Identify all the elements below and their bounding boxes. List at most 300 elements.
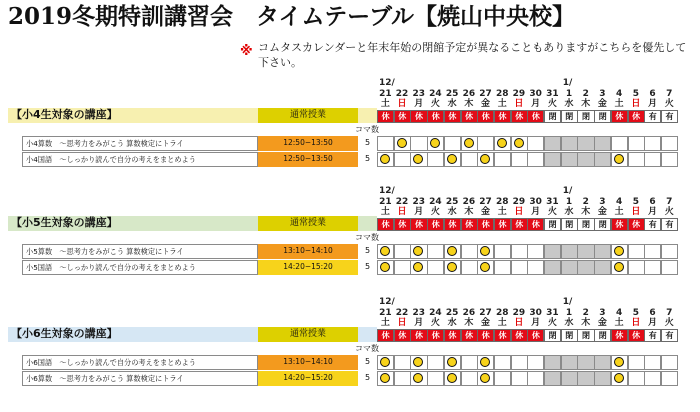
- day-cell: [377, 244, 394, 259]
- day-cell: [644, 355, 661, 370]
- date-label: 31: [546, 197, 559, 207]
- day-cell: [477, 244, 494, 259]
- day-cell: [477, 136, 494, 151]
- day-cell: [644, 260, 661, 275]
- month-label-dec: 12/: [379, 78, 395, 88]
- status-cell: 休: [377, 110, 394, 123]
- course-time: 12:50−13:50: [258, 136, 358, 151]
- date-label: 2: [582, 197, 589, 207]
- weekday-label: 月: [648, 99, 658, 109]
- day-cell: [577, 355, 594, 370]
- date-label: 24: [429, 89, 442, 99]
- status-cell: 休: [494, 329, 511, 342]
- day-cell: [561, 260, 578, 275]
- day-cell: [511, 152, 528, 167]
- date-label: 7: [666, 197, 673, 207]
- attendance-circle-icon: [614, 246, 624, 256]
- day-cell: [410, 355, 427, 370]
- course-count: 5: [364, 373, 371, 382]
- status-cell: 閉: [544, 329, 561, 342]
- day-cell: [444, 244, 461, 259]
- status-cell: 有: [661, 110, 678, 123]
- day-cell: [427, 244, 444, 259]
- day-cell: [511, 260, 528, 275]
- date-label: 3: [599, 197, 606, 207]
- course-name: 小6算数 ～思考力をみがこう 算数検定にトライ: [22, 371, 258, 386]
- status-cell: 休: [377, 329, 394, 342]
- day-cell: [511, 244, 528, 259]
- date-label: 4: [616, 308, 623, 318]
- date-label: 31: [546, 89, 559, 99]
- status-cell: 休: [511, 218, 528, 231]
- status-cell: 休: [477, 110, 494, 123]
- day-cell: [444, 152, 461, 167]
- weekday-label: 月: [414, 99, 424, 109]
- note-text: コムタスカレンダーと年末年始の閉館予定が異なることもありますがこちらを優先して下さい。: [258, 41, 687, 69]
- status-cell: 閉: [577, 110, 594, 123]
- attendance-circle-icon: [413, 154, 423, 164]
- day-cell: [461, 355, 478, 370]
- day-cell: [527, 260, 544, 275]
- day-cell: [394, 260, 411, 275]
- attendance-circle-icon: [397, 138, 407, 148]
- day-cell: [444, 260, 461, 275]
- day-cell: [628, 136, 645, 151]
- date-label: 6: [649, 89, 656, 99]
- course-time: 14:20−15:20: [258, 371, 358, 386]
- koma-label: コマ数: [355, 233, 379, 242]
- weekday-label: 日: [397, 207, 407, 217]
- status-cell: 閉: [594, 110, 611, 123]
- day-cell: [511, 371, 528, 386]
- day-cell: [494, 244, 511, 259]
- course-time: 13:10−14:10: [258, 244, 358, 259]
- attendance-circle-icon: [447, 246, 457, 256]
- day-cell: [628, 244, 645, 259]
- day-cell: [377, 371, 394, 386]
- weekday-label: 木: [464, 318, 474, 328]
- date-label: 30: [529, 308, 542, 318]
- weekday-label: 土: [380, 99, 390, 109]
- day-cell: [544, 244, 561, 259]
- day-cell: [427, 260, 444, 275]
- date-label: 24: [429, 308, 442, 318]
- day-cell: [644, 152, 661, 167]
- weekday-label: 土: [380, 318, 390, 328]
- status-cell: 休: [527, 329, 544, 342]
- date-label: 22: [395, 308, 409, 318]
- attendance-circle-icon: [413, 246, 423, 256]
- weekday-label: 水: [564, 99, 574, 109]
- day-cell: [427, 355, 444, 370]
- course-count: 5: [364, 246, 371, 255]
- status-cell: 閉: [544, 218, 561, 231]
- date-label: 2: [582, 308, 589, 318]
- date-label: 23: [412, 308, 425, 318]
- day-cell: [477, 355, 494, 370]
- date-label: 30: [529, 197, 542, 207]
- day-cell: [427, 136, 444, 151]
- status-cell: 休: [477, 218, 494, 231]
- day-cell: [410, 136, 427, 151]
- day-cell: [594, 152, 611, 167]
- weekday-label: 火: [430, 318, 440, 328]
- status-cell: 有: [644, 329, 661, 342]
- status-cell: 有: [661, 218, 678, 231]
- date-label: 25: [445, 197, 459, 207]
- day-cell: [511, 136, 528, 151]
- status-cell: 休: [628, 218, 645, 231]
- day-cell: [377, 260, 394, 275]
- attendance-circle-icon: [514, 138, 524, 148]
- attendance-circle-icon: [380, 154, 390, 164]
- status-cell: 休: [511, 110, 528, 123]
- attendance-circle-icon: [413, 262, 423, 272]
- status-cell: 休: [410, 110, 427, 123]
- month-label-jan: 1/: [562, 297, 573, 307]
- date-label: 26: [462, 308, 476, 318]
- day-cell: [561, 371, 578, 386]
- section-bar-fill: [358, 327, 377, 342]
- weekday-label: 月: [648, 318, 658, 328]
- status-cell: 閉: [577, 218, 594, 231]
- day-cell: [461, 152, 478, 167]
- status-cell: 閉: [544, 110, 561, 123]
- day-cell: [611, 355, 628, 370]
- day-cell: [661, 355, 678, 370]
- date-label: 2: [582, 89, 589, 99]
- attendance-circle-icon: [430, 138, 440, 148]
- weekday-label: 日: [397, 99, 407, 109]
- status-cell: 休: [394, 329, 411, 342]
- day-cell: [410, 260, 427, 275]
- day-cell: [644, 136, 661, 151]
- status-cell: 休: [527, 110, 544, 123]
- day-cell: [410, 152, 427, 167]
- day-cell: [377, 152, 394, 167]
- day-cell: [494, 152, 511, 167]
- date-label: 6: [649, 308, 656, 318]
- page-title: 2019冬期特訓講習会 タイムテーブル【焼山中央校】: [8, 3, 576, 30]
- status-cell: 閉: [594, 218, 611, 231]
- weekday-label: 日: [397, 318, 407, 328]
- status-cell: 休: [461, 329, 478, 342]
- status-cell: 休: [461, 218, 478, 231]
- date-label: 31: [546, 308, 559, 318]
- day-cell: [494, 371, 511, 386]
- day-cell: [611, 371, 628, 386]
- attendance-circle-icon: [413, 357, 423, 367]
- day-cell: [594, 355, 611, 370]
- attendance-circle-icon: [447, 262, 457, 272]
- month-label-dec: 12/: [379, 186, 395, 196]
- status-cell: 休: [628, 329, 645, 342]
- day-cell: [611, 260, 628, 275]
- section-bar-fill: [358, 108, 377, 123]
- date-label: 29: [512, 308, 526, 318]
- status-cell: 休: [444, 110, 461, 123]
- weekday-label: 日: [631, 207, 641, 217]
- course-name: 小6国語 ～しっかり読んで自分の考えをまとめよう: [22, 355, 258, 370]
- weekday-label: 土: [614, 207, 624, 217]
- date-label: 6: [649, 197, 656, 207]
- date-label: 7: [666, 89, 673, 99]
- status-cell: 休: [477, 329, 494, 342]
- day-cell: [577, 260, 594, 275]
- status-cell: 有: [644, 110, 661, 123]
- month-label-jan: 1/: [562, 186, 573, 196]
- status-cell: 有: [644, 218, 661, 231]
- day-cell: [611, 244, 628, 259]
- day-cell: [494, 260, 511, 275]
- weekday-label: 木: [581, 207, 591, 217]
- weekday-label: 土: [497, 318, 507, 328]
- day-cell: [661, 371, 678, 386]
- attendance-circle-icon: [480, 357, 490, 367]
- status-cell: 休: [611, 329, 628, 342]
- weekday-label: 火: [664, 99, 674, 109]
- date-label: 21: [379, 308, 392, 318]
- course-name: 小4算数 ～思考力をみがこう 算数検定にトライ: [22, 136, 258, 151]
- course-time: 12:50−13:50: [258, 152, 358, 167]
- day-cell: [611, 152, 628, 167]
- day-cell: [661, 152, 678, 167]
- day-cell: [511, 355, 528, 370]
- status-cell: 休: [628, 110, 645, 123]
- attendance-circle-icon: [380, 262, 390, 272]
- date-label: 3: [599, 89, 606, 99]
- course-count: 5: [364, 138, 371, 147]
- course-name: 小5算数 ～思考力をみがこう 算数検定にトライ: [22, 244, 258, 259]
- day-cell: [594, 260, 611, 275]
- date-label: 22: [395, 197, 409, 207]
- day-cell: [427, 152, 444, 167]
- weekday-label: 木: [581, 99, 591, 109]
- section-title: 【小4生対象の講座】: [8, 108, 258, 123]
- day-cell: [494, 136, 511, 151]
- note-mark: ※: [240, 44, 253, 59]
- day-cell: [661, 244, 678, 259]
- course-name: 小4国語 ～しっかり読んで自分の考えをまとめよう: [22, 152, 258, 167]
- weekday-label: 水: [447, 99, 457, 109]
- date-label: 26: [462, 197, 476, 207]
- day-cell: [561, 355, 578, 370]
- day-cell: [561, 152, 578, 167]
- day-cell: [577, 244, 594, 259]
- status-cell: 休: [461, 110, 478, 123]
- day-cell: [461, 136, 478, 151]
- day-cell: [410, 371, 427, 386]
- date-label: 23: [412, 89, 425, 99]
- day-cell: [544, 136, 561, 151]
- course-count: 5: [364, 357, 371, 366]
- status-cell: 休: [611, 218, 628, 231]
- koma-label: コマ数: [355, 344, 379, 353]
- date-label: 26: [462, 89, 476, 99]
- weekday-label: 火: [430, 207, 440, 217]
- weekday-label: 土: [380, 207, 390, 217]
- course-count: 5: [364, 154, 371, 163]
- weekday-label: 木: [464, 207, 474, 217]
- day-cell: [544, 260, 561, 275]
- day-cell: [494, 355, 511, 370]
- date-label: 28: [495, 89, 509, 99]
- day-cell: [377, 355, 394, 370]
- day-cell: [577, 371, 594, 386]
- course-name: 小5国語 ～しっかり読んで自分の考えをまとめよう: [22, 260, 258, 275]
- date-label: 25: [445, 308, 459, 318]
- day-cell: [394, 244, 411, 259]
- day-cell: [594, 371, 611, 386]
- date-label: 1: [565, 89, 573, 99]
- date-label: 22: [395, 89, 409, 99]
- weekday-label: 火: [664, 318, 674, 328]
- day-cell: [661, 260, 678, 275]
- attendance-circle-icon: [464, 138, 474, 148]
- weekday-label: 水: [447, 207, 457, 217]
- weekday-label: 木: [464, 99, 474, 109]
- status-cell: 休: [410, 329, 427, 342]
- attendance-circle-icon: [447, 357, 457, 367]
- date-label: 5: [632, 197, 639, 207]
- day-cell: [394, 371, 411, 386]
- attendance-circle-icon: [614, 154, 624, 164]
- date-label: 29: [512, 89, 526, 99]
- date-label: 5: [632, 308, 639, 318]
- date-label: 23: [412, 197, 425, 207]
- day-cell: [544, 371, 561, 386]
- date-label: 5: [632, 89, 639, 99]
- attendance-circle-icon: [380, 373, 390, 383]
- section-title: 【小6生対象の講座】: [8, 327, 258, 342]
- status-cell: 閉: [561, 218, 578, 231]
- status-cell: 休: [494, 218, 511, 231]
- day-cell: [461, 260, 478, 275]
- section-title: 【小5生対象の講座】: [8, 216, 258, 231]
- status-cell: 休: [394, 110, 411, 123]
- weekday-label: 土: [497, 99, 507, 109]
- weekday-label: 月: [531, 318, 541, 328]
- day-cell: [561, 136, 578, 151]
- status-cell: 閉: [594, 329, 611, 342]
- status-cell: 休: [444, 329, 461, 342]
- month-label-dec: 12/: [379, 297, 395, 307]
- weekday-label: 水: [564, 207, 574, 217]
- weekday-label: 日: [514, 318, 524, 328]
- weekday-label: 土: [614, 99, 624, 109]
- day-cell: [461, 244, 478, 259]
- attendance-circle-icon: [480, 262, 490, 272]
- date-label: 30: [529, 89, 542, 99]
- attendance-circle-icon: [447, 154, 457, 164]
- day-cell: [394, 136, 411, 151]
- day-cell: [477, 152, 494, 167]
- day-cell: [444, 371, 461, 386]
- attendance-circle-icon: [380, 357, 390, 367]
- course-count: 5: [364, 262, 371, 271]
- weekday-label: 金: [481, 318, 491, 328]
- day-cell: [544, 152, 561, 167]
- weekday-label: 月: [648, 207, 658, 217]
- date-label: 3: [599, 308, 606, 318]
- date-label: 27: [479, 308, 492, 318]
- weekday-label: 月: [414, 318, 424, 328]
- course-time: 13:10−14:10: [258, 355, 358, 370]
- weekday-label: 月: [531, 99, 541, 109]
- weekday-label: 水: [564, 318, 574, 328]
- day-cell: [561, 244, 578, 259]
- day-cell: [577, 136, 594, 151]
- status-cell: 休: [527, 218, 544, 231]
- date-label: 24: [429, 197, 442, 207]
- day-cell: [628, 371, 645, 386]
- weekday-label: 火: [430, 99, 440, 109]
- status-cell: 休: [611, 110, 628, 123]
- day-cell: [527, 136, 544, 151]
- weekday-label: 日: [631, 318, 641, 328]
- date-label: 1: [565, 308, 573, 318]
- day-cell: [628, 355, 645, 370]
- day-cell: [644, 371, 661, 386]
- status-cell: 閉: [561, 329, 578, 342]
- status-cell: 休: [444, 218, 461, 231]
- weekday-label: 木: [581, 318, 591, 328]
- day-cell: [544, 355, 561, 370]
- day-cell: [577, 152, 594, 167]
- month-label-jan: 1/: [562, 78, 573, 88]
- date-label: 21: [379, 197, 392, 207]
- attendance-circle-icon: [614, 262, 624, 272]
- status-cell: 有: [661, 329, 678, 342]
- regular-class-label: 通常授業: [258, 108, 358, 123]
- status-cell: 休: [494, 110, 511, 123]
- day-cell: [628, 260, 645, 275]
- weekday-label: 金: [597, 318, 607, 328]
- status-cell: 休: [511, 329, 528, 342]
- day-cell: [444, 355, 461, 370]
- weekday-label: 月: [414, 207, 424, 217]
- day-cell: [394, 152, 411, 167]
- day-cell: [594, 244, 611, 259]
- day-cell: [527, 371, 544, 386]
- status-cell: 休: [377, 218, 394, 231]
- date-label: 4: [616, 197, 623, 207]
- day-cell: [377, 136, 394, 151]
- day-cell: [661, 136, 678, 151]
- date-label: 25: [445, 89, 459, 99]
- date-label: 28: [495, 197, 509, 207]
- attendance-circle-icon: [614, 357, 624, 367]
- status-cell: 休: [427, 218, 444, 231]
- day-cell: [461, 371, 478, 386]
- day-cell: [527, 244, 544, 259]
- attendance-circle-icon: [447, 373, 457, 383]
- date-label: 1: [565, 197, 573, 207]
- day-cell: [394, 355, 411, 370]
- attendance-circle-icon: [413, 373, 423, 383]
- status-cell: 休: [410, 218, 427, 231]
- day-cell: [410, 244, 427, 259]
- attendance-circle-icon: [614, 373, 624, 383]
- status-cell: 休: [394, 218, 411, 231]
- weekday-label: 火: [547, 318, 557, 328]
- weekday-label: 火: [547, 99, 557, 109]
- day-cell: [644, 244, 661, 259]
- date-label: 27: [479, 197, 492, 207]
- weekday-label: 土: [614, 318, 624, 328]
- attendance-circle-icon: [480, 246, 490, 256]
- day-cell: [611, 136, 628, 151]
